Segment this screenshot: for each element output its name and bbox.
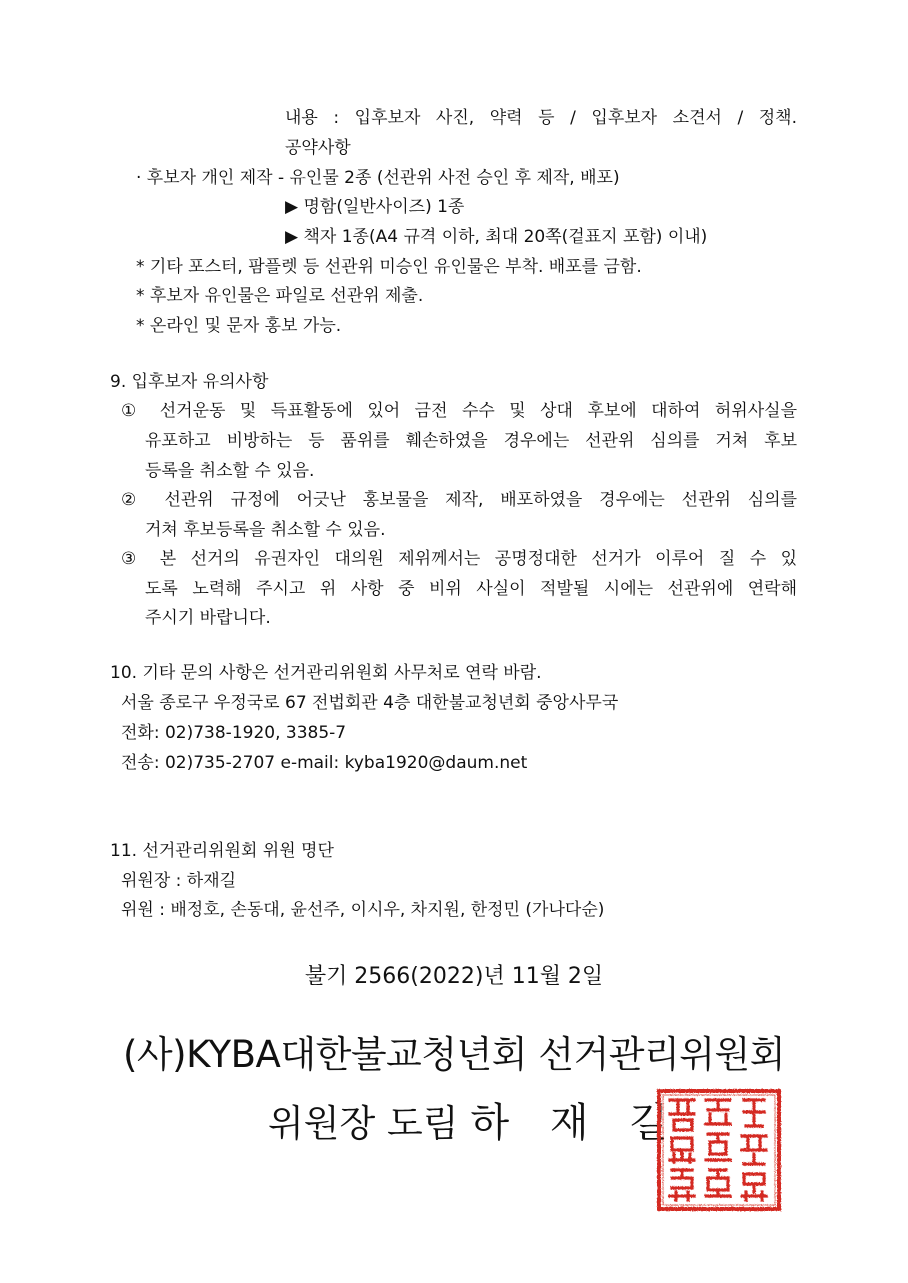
signature-title: 위원장 도림 — [268, 1102, 459, 1145]
note-online-promotion: * 온라인 및 문자 홍보 가능. — [136, 316, 342, 336]
section-10-heading: 10. 기타 문의 사항은 선거관리위원회 사무처로 연락 바람. — [110, 663, 542, 683]
personal-materials-line: · 후보자 개인 제작 - 유인물 2종 (선관위 사전 승인 후 제작, 배포) — [136, 168, 620, 188]
section-11-heading: 11. 선거관리위원회 위원 명단 — [110, 841, 334, 861]
organization-name: (사)KYBA대한불교청년회 선거관리위원회 — [122, 1033, 785, 1076]
note-file-submission: * 후보자 유인물은 파일로 선관위 제출. — [136, 286, 424, 306]
phone-number: 전화: 02)738-1920, 3385-7 — [121, 723, 347, 743]
booklet-item: ▶ 책자 1종(A4 규격 이하, 최대 20쪽(겉표지 포함) 이내) — [285, 227, 708, 247]
fax-and-email: 전송: 02)735-2707 e-mail: kyba1920@daum.net — [121, 753, 528, 773]
office-address: 서울 종로구 우정국로 67 전법회관 4층 대한불교청년회 중앙사무국 — [121, 693, 619, 713]
notice-1-line-3: 등록을 취소할 수 있음. — [145, 461, 315, 481]
committee-members: 위원 : 배정호, 손동대, 윤선주, 이시우, 차지원, 한정민 (가나다순) — [121, 900, 605, 920]
notice-3-line-2: 도록 노력해 주시고 위 사항 중 비위 사실이 적발될 시에는 선관위에 연락해 — [145, 579, 797, 599]
signature-line — [268, 1098, 682, 1149]
note-poster: * 기타 포스터, 팜플렛 등 선관위 미승인 유인물은 부착. 배포를 금함. — [136, 257, 642, 277]
notice-2-line-1: ② 선관위 규정에 어긋난 홍보물을 제작, 배포하였을 경우에는 선관위 심의를 — [121, 490, 797, 510]
official-seal-icon — [656, 1088, 782, 1212]
content-line-2: 공약사항 — [285, 138, 351, 158]
notice-1-line-2: 유포하고 비방하는 등 품위를 훼손하였을 경우에는 선관위 심의를 거쳐 후보 — [145, 431, 797, 451]
notice-1-line-1: ① 선거운동 및 득표활동에 있어 금전 수수 및 상대 후보에 대하여 허위사실을 — [121, 401, 797, 421]
notice-3-line-1: ③ 본 선거의 유권자인 대의원 제위께서는 공명정대한 선거가 이루어 질 수 있 — [121, 549, 797, 569]
issue-date: 불기 2566(2022)년 11월 2일 — [304, 964, 604, 989]
notice-3-line-3: 주시기 바랍니다. — [145, 608, 271, 628]
notice-2-line-2: 거쳐 후보등록을 취소할 수 있음. — [145, 520, 386, 540]
business-card-item: ▶ 명함(일반사이즈) 1종 — [285, 197, 465, 217]
section-9-heading: 9. 입후보자 유의사항 — [110, 372, 269, 392]
content-line-1: 내용 : 입후보자 사진, 약력 등 / 입후보자 소견서 / 정책. — [285, 108, 797, 128]
committee-chair: 위원장 : 하재길 — [121, 871, 237, 891]
signature-name: 하 재 길 — [470, 1100, 682, 1146]
